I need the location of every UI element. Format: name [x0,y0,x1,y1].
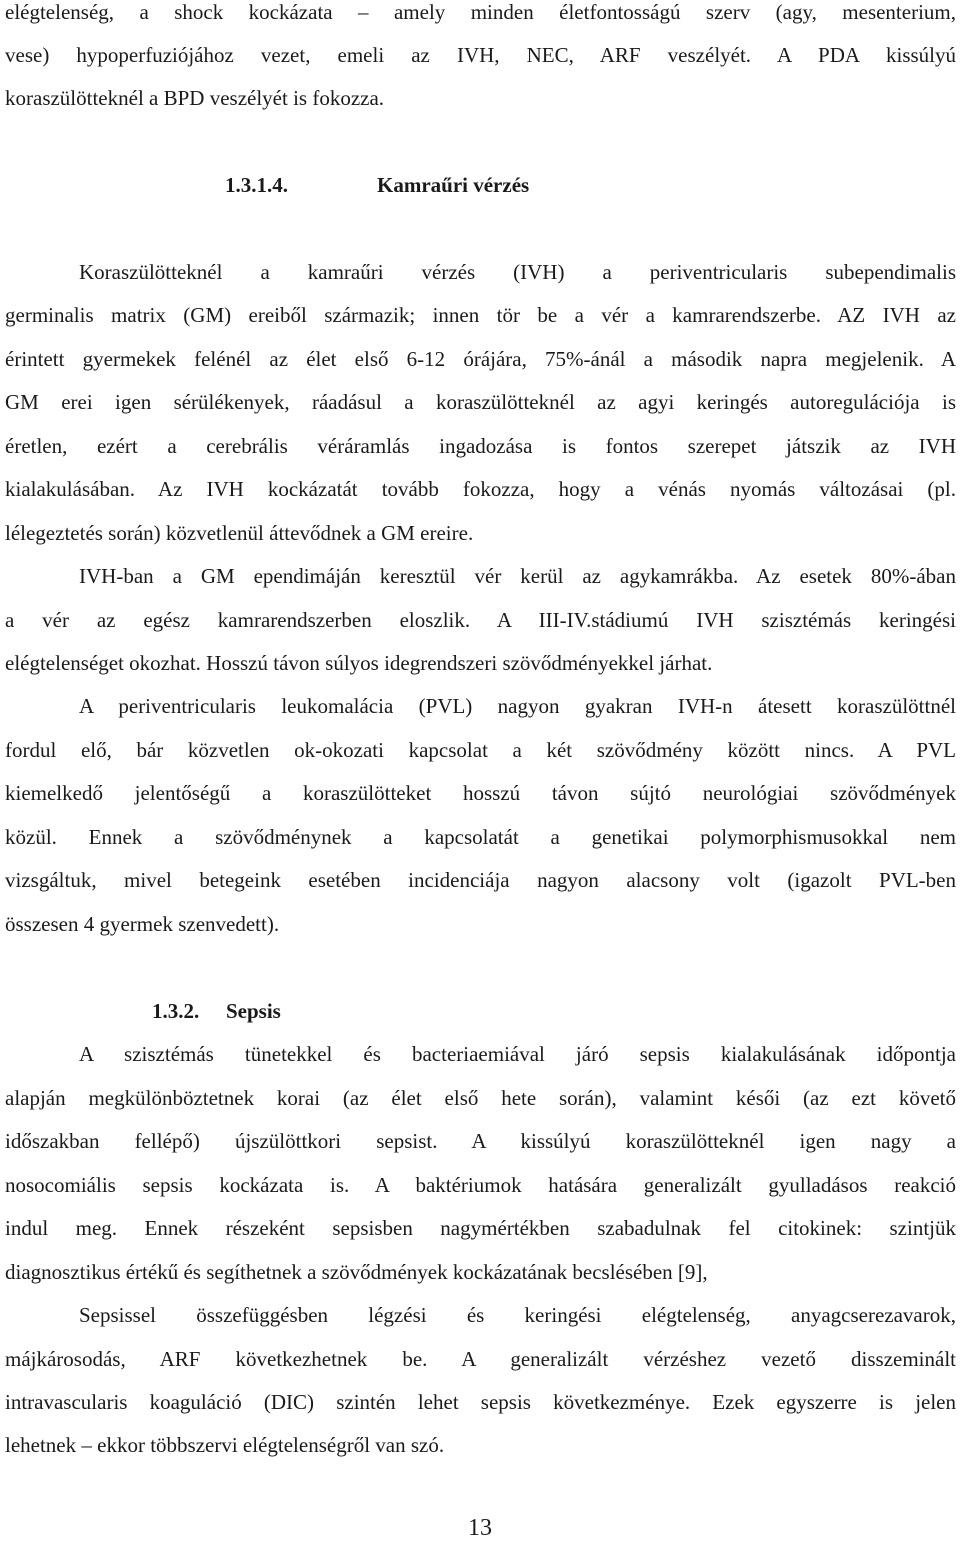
page-number: 13 [468,1515,492,1541]
gm-line-3: elégtelenséget okozhat. Hosszú távon súlyos idegrendszeri szövődményekkel járhat. [5,651,713,675]
intro-line-2: vese) hypoperfuziójához vezet, emeli az IVH, NEC, ARF veszélyét. A PDA kissúlyú [5,43,956,67]
sepsis-line-2: alapján megkülönböztetnek korai (az élet első hete során), valamint késői (az ezt követő [5,1086,956,1110]
section-heading-ivh [225,170,288,200]
pvl-line-5: vizsgáltuk, mivel betegeink esetében incidenciája nagyon alacsony volt (igazolt PVL-ben [5,868,956,892]
ivh-line-4: GM erei igen sérülékenyek, ráadásul a koraszülötteknél az agyi keringés autoregulációja is [5,390,956,414]
intro-line-3: koraszülötteknél a BPD veszélyét is fokozza. [5,86,385,110]
gm-line-1: IVH-ban a GM ependimáján keresztül vér kerül az agykamrákba. Az esetek 80%-ában [79,564,956,588]
ivh-line-3: érintett gyermekek felénél az élet első 6-12 órájára, 75%-ánál a második napra megjelenik. A [5,347,956,371]
ivh-line-7: lélegeztetés során) közvetlenül áttevődnek a GM ereire. [5,521,474,545]
section-number: 1.3.2. [152,999,200,1023]
sepsis2-line-3: intravascularis koaguláció (DIC) szintén lehet sepsis következménye. Ezek egyszerre is jelen [5,1390,956,1414]
ivh-line-5: éretlen, ezért a cerebrális véráramlás ingadozása is fontos szerepet játszik az IVH [5,434,956,458]
pvl-line-3: kiemelkedő jelentőségű a koraszülötteket hosszú távon sújtó neurológiai szövődmények [5,781,956,805]
section-number: 1.3.1.4. [225,173,288,197]
pvl-line-4: közül. Ennek a szövődménynek a kapcsolatát a genetikai polymorphismusokkal nem [5,825,956,849]
ivh-line-2: germinalis matrix (GM) ereiből származik; innen tör be a vér a kamrarendszerbe. AZ IVH az [5,303,956,327]
section-title-sepsis: Sepsis [226,999,281,1023]
sepsis-line-5: indul meg. Ennek részeként sepsisben nagymértékben szabadulnak fel citokinek: szintjük [5,1216,956,1240]
sepsis2-line-1: Sepsissel összefüggésben légzési és keringési elégtelenség, anyagcserezavarok, [79,1303,956,1327]
sepsis-line-4: nosocomiális sepsis kockázata is. A baktériumok hatására generalizált gyulladásos reakció [5,1173,956,1197]
sepsis2-line-4: lehetnek – ekkor többszervi elégtelenségről van szó. [5,1433,445,1457]
sepsis2-line-2: májkárosodás, ARF következhetnek be. A generalizált vérzéshez vezető disszeminált [5,1347,956,1371]
gm-line-2: a vér az egész kamrarendszerben eloszlik. A III-IV.stádiumú IVH szisztémás keringési [5,608,956,632]
intro-line-1: elégtelenség, a shock kockázata – amely minden életfontosságú szerv (agy, mesenterium, [5,0,956,24]
pvl-line-6: összesen 4 gyermek szenvedett). [5,912,280,936]
sepsis-line-6: diagnosztikus értékű és segíthetnek a szövődmények kockázatának becslésében [9], [5,1260,708,1284]
sepsis-line-1: A szisztémás tünetekkel és bacteriaemiával járó sepsis kialakulásának időpontja [79,1042,956,1066]
pvl-line-2: fordul elő, bár közvetlen ok-okozati kapcsolat a két szövődmény között nincs. A PVL [5,738,956,762]
section-heading-sepsis [152,996,199,1026]
pvl-line-1: A periventricularis leukomalácia (PVL) nagyon gyakran IVH-n átesett koraszülöttnél [79,694,956,718]
sepsis-line-3: időszakban fellépő) újszülöttkori sepsist. A kissúlyú koraszülötteknél igen nagy a [5,1129,956,1153]
ivh-line-6: kialakulásában. Az IVH kockázatát tovább fokozza, hogy a vénás nyomás változásai (pl. [5,477,956,501]
section-title-ivh: Kamraűri vérzés [377,173,530,197]
ivh-line-1: Koraszülötteknél a kamraűri vérzés (IVH) a periventricularis subependimalis [79,260,956,284]
